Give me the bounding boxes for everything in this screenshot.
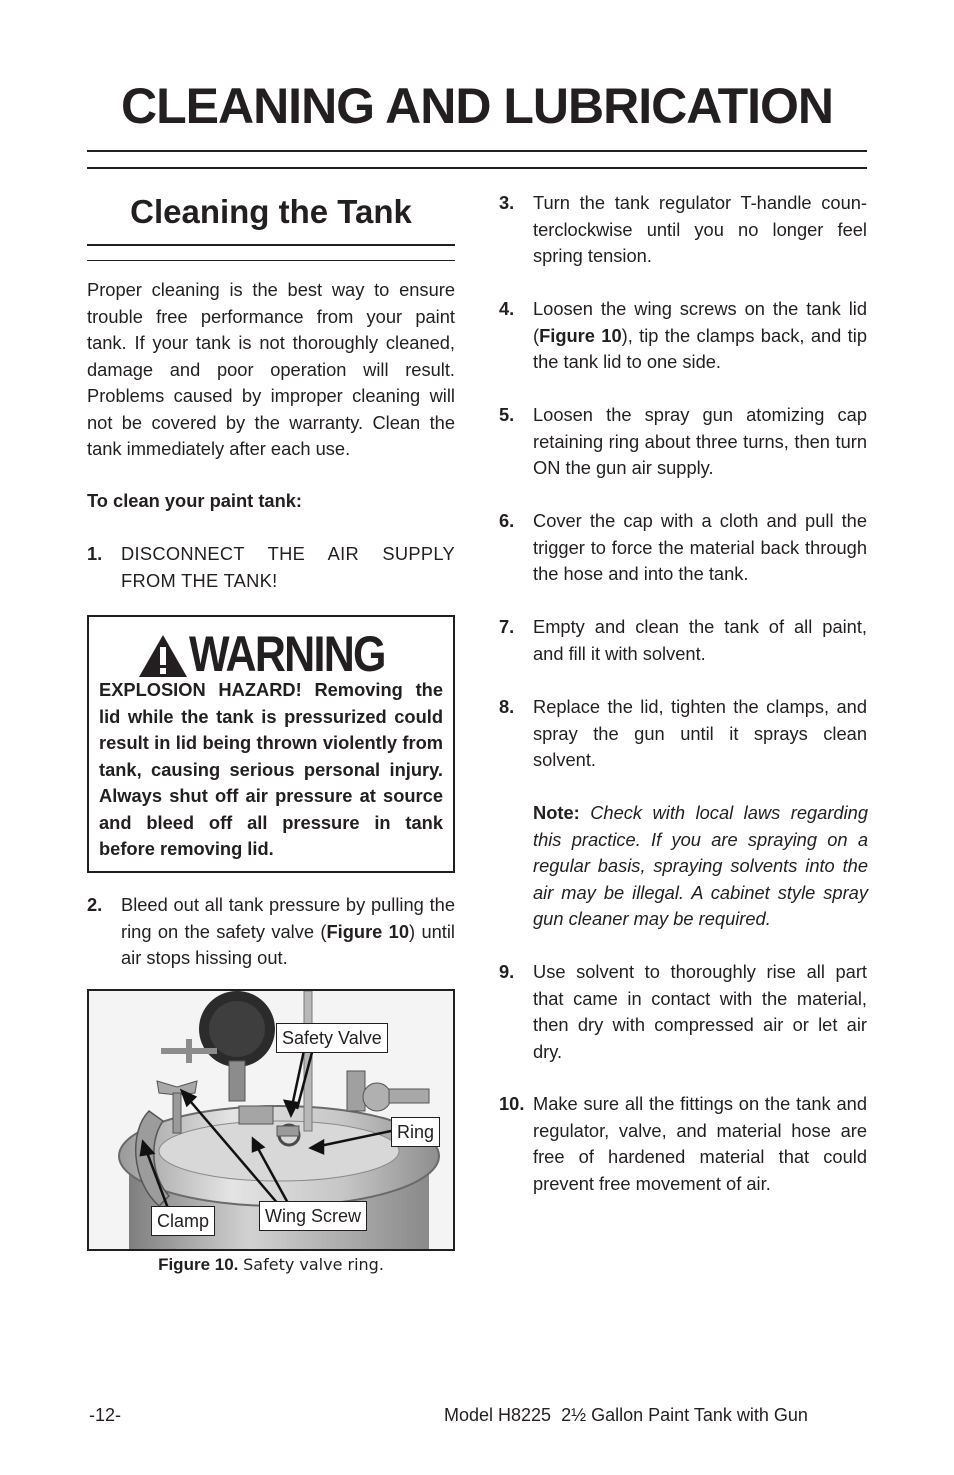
figure-caption-label: Figure 10. — [158, 1255, 239, 1274]
step-text: Use solvent to thoroughly rise all part that came in contact with the material, then dry with compressed air or let air dry. — [533, 961, 867, 1062]
step-number: 8. — [499, 696, 515, 717]
step-text-pre: Loosen the wing screws on the tank lid ( — [533, 298, 867, 346]
step-text-pre: Bleed out all tank pressure by pulling the ring on the safety valve ( — [121, 894, 455, 942]
section-rule-bottom — [87, 260, 455, 261]
step-text: Turn the tank regulator T-handle coun-terclockwise until you no longer feel spring tension. — [533, 192, 867, 266]
page-title: CLEANING AND LUBRICATION — [120, 78, 834, 134]
step-text: Make sure all the fittings on the tank and regulator, valve, and material hose are free of hardened material that could prevent free movement of air. — [533, 1093, 867, 1194]
title-rule-top — [87, 150, 867, 152]
section-rule-top — [87, 244, 455, 246]
note-label: Note: — [533, 802, 580, 823]
figure-reference: Figure 10 — [539, 324, 622, 346]
figure-caption — [88, 1255, 454, 1275]
callout-clamp: Clamp — [151, 1206, 215, 1236]
procedure-subheading: To clean your paint tank: — [87, 490, 303, 511]
warning-heading: WARNING — [189, 626, 385, 682]
figure-10-image — [87, 989, 455, 1251]
step-number: 3. — [499, 192, 515, 213]
step-number: 6. — [499, 510, 515, 531]
step-1 — [87, 541, 455, 601]
step-text — [121, 892, 455, 972]
callout-safety-valve: Safety Valve — [276, 1023, 388, 1053]
step-text: Cover the cap with a cloth and pull the trigger to force the material back through the hose and into the tank. — [533, 510, 867, 584]
step-text-post: ) until air stops hissing out. — [121, 920, 455, 968]
step-2 — [87, 892, 455, 974]
step-text: Empty and clean the tank of all paint, and fill it with solvent. — [533, 616, 867, 664]
intro-paragraph: Proper cleaning is the best way to ensure trouble free performance from your paint tank. If your tank is not thoroughly cleaned, damage and poor operation will result. Problems caused by improper cleaning will not be covered by the warranty. Clean the tank immediately after each use. — [87, 279, 455, 459]
section-title: Cleaning the Tank — [130, 193, 412, 230]
note-text: Check with local laws regarding this practice. If you are spraying on a regular basis, spraying solvents into the air may be illegal. A cabinet style spray gun cleaner may be required. — [533, 802, 868, 929]
step-number: 2. — [87, 894, 103, 915]
callout-ring: Ring — [391, 1117, 440, 1147]
step-number: 9. — [499, 961, 515, 982]
figure-caption-text: Safety valve ring. — [243, 1255, 384, 1274]
step-text: DISCONNECT THE AIR SUPPLY FROM THE TANK! — [121, 543, 455, 591]
step-text: Replace the lid, tighten the clamps, and spray the gun until it sprays clean solvent. — [533, 696, 867, 770]
warning-box — [87, 615, 455, 873]
step-text — [533, 296, 867, 376]
step-number: 5. — [499, 404, 515, 425]
step-text-post: ), tip the clamps back, and tip the tank lid to one side. — [533, 324, 867, 372]
figure-reference: Figure 10 — [326, 920, 410, 942]
warning-triangle-icon — [137, 633, 189, 679]
warning-text: EXPLOSION HAZARD! Removing the lid while the tank is pressurized could result in lid being thrown violently from tank, causing serious personal injury. Always shut off air pressure at source and bleed off all pressure in tank before removing lid. — [99, 679, 443, 859]
callout-wing-screw: Wing Screw — [259, 1201, 367, 1231]
page-number: -12- — [89, 1405, 122, 1425]
step-number: 10. — [499, 1093, 525, 1114]
step-number: 4. — [499, 298, 515, 319]
note — [533, 800, 868, 933]
warning-header — [137, 626, 417, 682]
step-number: 7. — [499, 616, 515, 637]
step-number: 1. — [87, 543, 103, 564]
title-rule-bottom — [87, 167, 867, 169]
footer-model: Model H8225 2½ Gallon Paint Tank with Gun — [444, 1405, 808, 1425]
step-text: Loosen the spray gun atomizing cap retaining ring about three turns, then turn ON the gun air supply. — [533, 404, 867, 478]
